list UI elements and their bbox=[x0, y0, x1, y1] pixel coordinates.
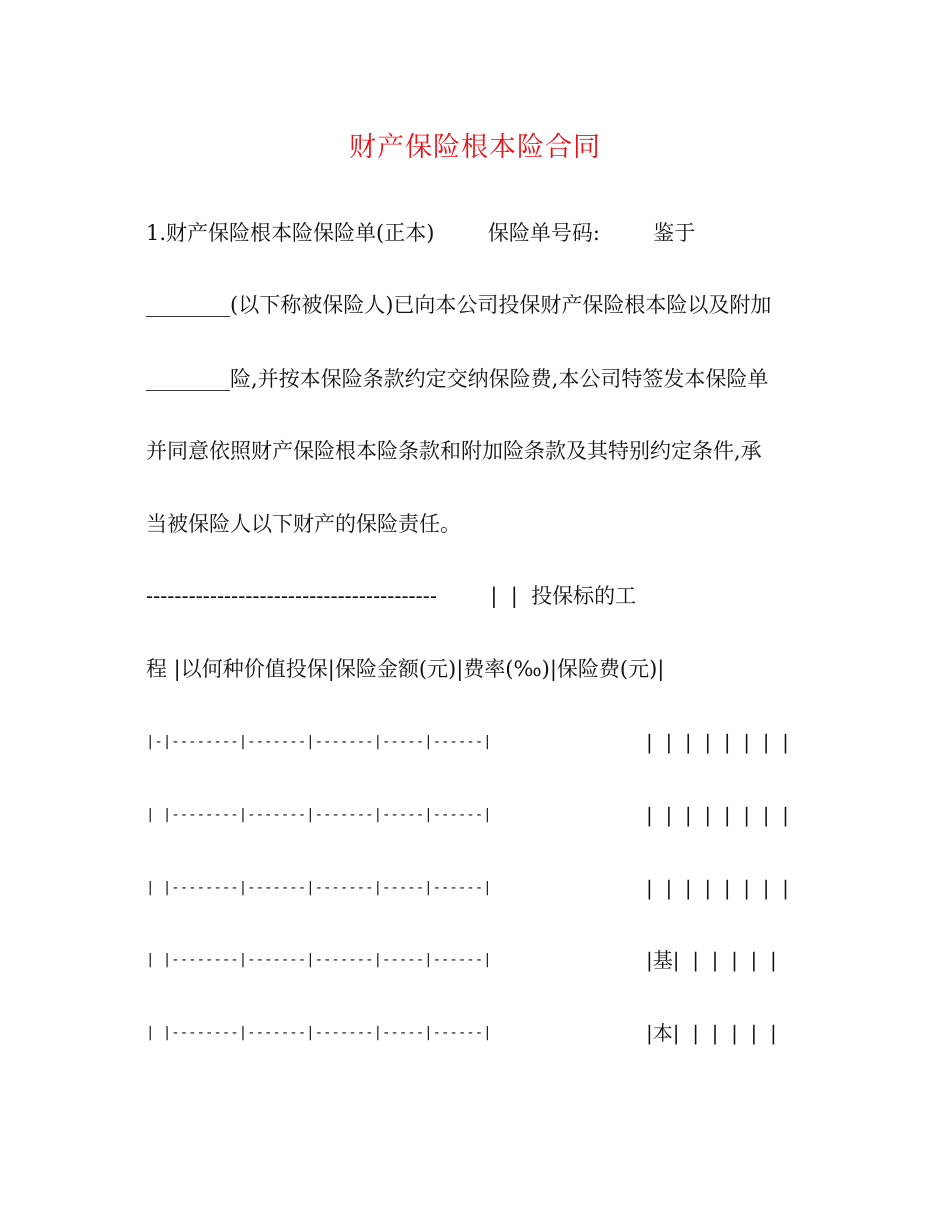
body-line-3: ________险,并按本保险条款约定交纳保险费,本公司特签发本保险单 bbox=[146, 367, 769, 391]
table-row-right-5: |本| | | | | | bbox=[646, 1021, 777, 1045]
table-row-left-3: | |--------|-------|-------|-----|------| bbox=[146, 880, 492, 896]
table-header-line: 程 |以何种价值投保|保险金额(元)|费率(‰)|保险费(元)| bbox=[146, 657, 665, 681]
table-row-right-4: |基| | | | | | bbox=[646, 948, 777, 972]
body-line-5: 当被保险人以下财产的保险责任。 bbox=[146, 512, 461, 536]
table-row-right-1: | | | | | | | | bbox=[646, 730, 789, 754]
table-row-left-5: | |--------|-------|-------|-----|------| bbox=[146, 1025, 492, 1041]
table-row-right-3: | | | | | | | | bbox=[646, 876, 789, 900]
table-row-left-4: | |--------|-------|-------|-----|------| bbox=[146, 952, 492, 968]
body-line-4: 并同意依照财产保险根本险条款和附加险条款及其特别约定条件,承 bbox=[146, 439, 762, 463]
body-line-2: ________(以下称被保险人)已向本公司投保财产保险根本险以及附加 bbox=[146, 293, 772, 317]
table-separator-line: ----------------------------------------- | | 投保标的工 bbox=[146, 584, 637, 608]
body-line-1: 1.财产保险根本险保险单(正本) 保险单号码: 鉴于 bbox=[146, 221, 696, 245]
table-row-right-2: | | | | | | | | bbox=[646, 803, 789, 827]
table-row-left-1: |-|--------|-------|-------|-----|------| bbox=[146, 734, 492, 750]
table-row-left-2: | |--------|-------|-------|-----|------| bbox=[146, 807, 492, 823]
document-title: 财产保险根本险合同 bbox=[349, 132, 601, 163]
